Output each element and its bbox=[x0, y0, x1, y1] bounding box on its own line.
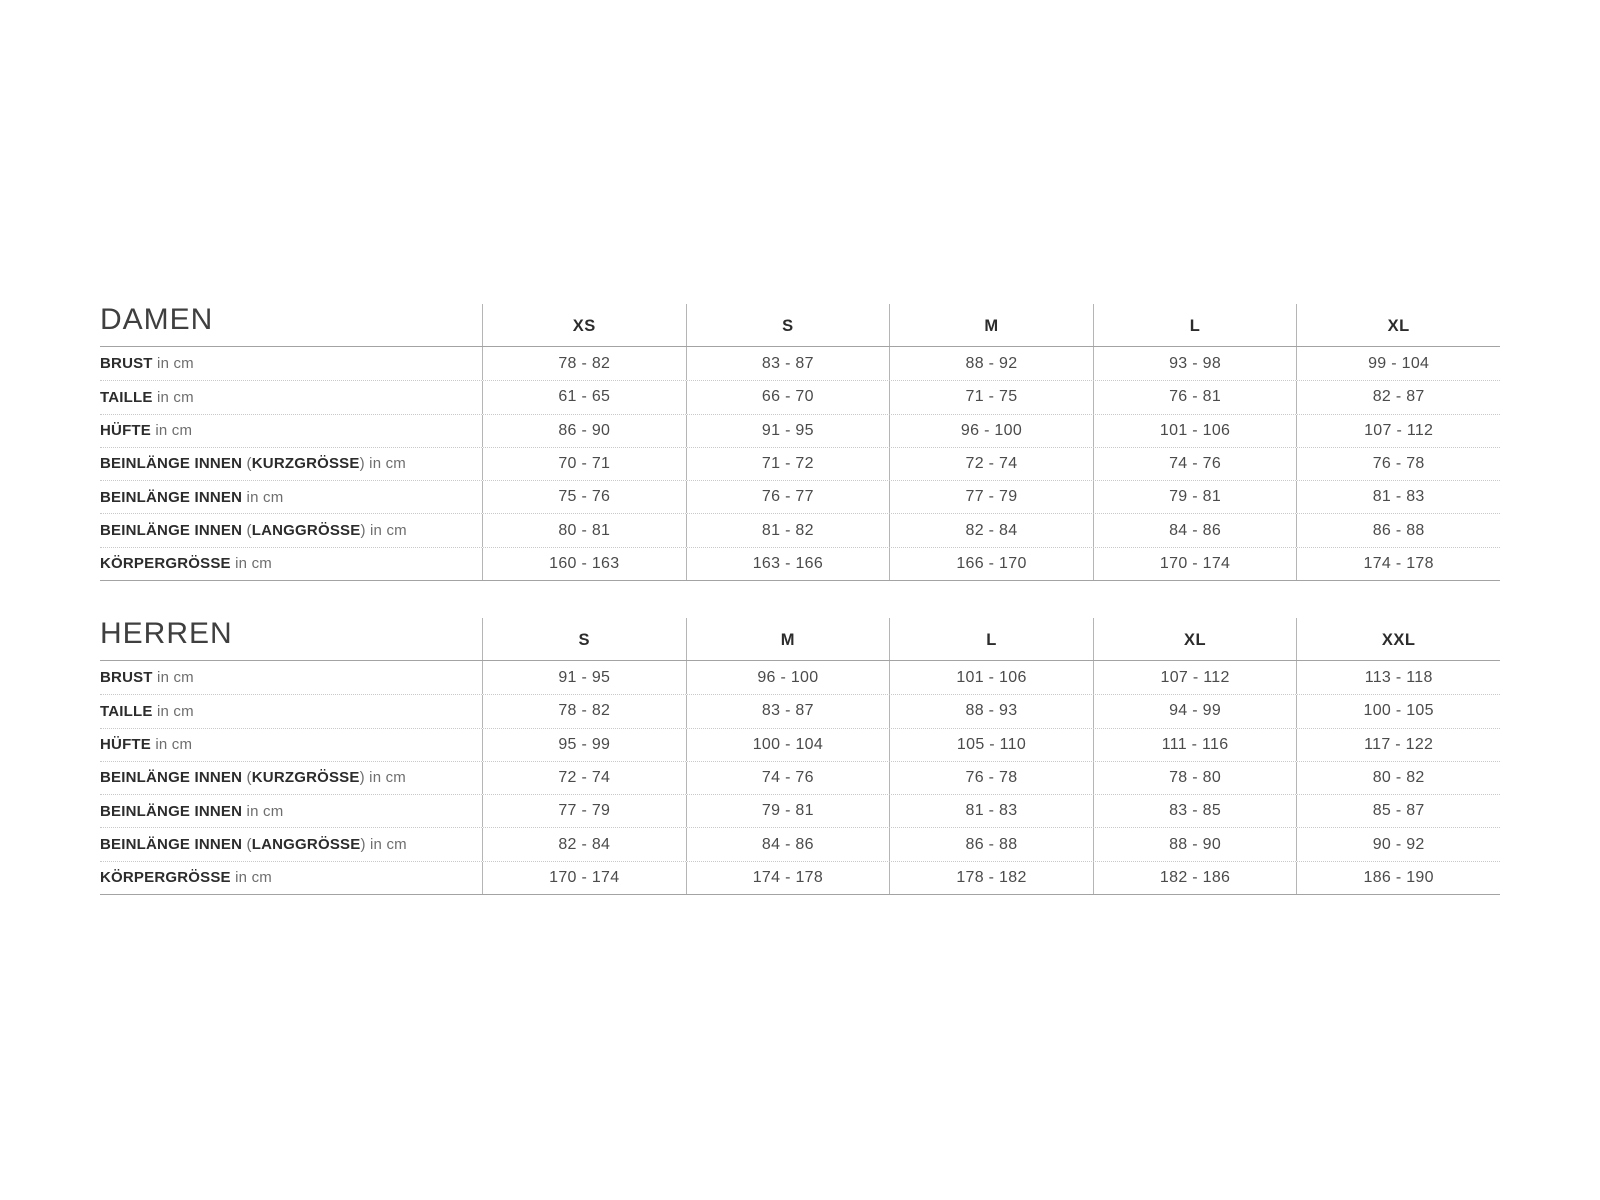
cell-value: 74 - 76 bbox=[1093, 448, 1297, 480]
row-label bbox=[100, 729, 482, 761]
row-label-segment: LANGGRÖSSE bbox=[251, 836, 361, 854]
table-row bbox=[100, 513, 1500, 546]
cell-value: 96 - 100 bbox=[889, 415, 1093, 447]
cell-value: 82 - 84 bbox=[889, 514, 1093, 546]
cell-value: 76 - 78 bbox=[1296, 448, 1500, 480]
table-row bbox=[100, 794, 1500, 827]
size-column-header: XS bbox=[482, 304, 686, 346]
row-label bbox=[100, 661, 482, 694]
cell-value: 77 - 79 bbox=[482, 795, 686, 827]
row-label-segment: BEINLÄNGE INNEN bbox=[100, 488, 243, 506]
cell-value: 76 - 81 bbox=[1093, 381, 1297, 413]
table-row bbox=[100, 661, 1500, 694]
table-header-row bbox=[100, 304, 1500, 347]
row-label-segment: in cm bbox=[152, 355, 194, 373]
row-label-segment: ) in cm bbox=[360, 522, 407, 540]
size-column-header: XL bbox=[1093, 618, 1297, 660]
cell-value: 74 - 76 bbox=[686, 762, 890, 794]
row-label-segment: BEINLÄNGE INNEN bbox=[100, 769, 247, 787]
size-column-header: L bbox=[1093, 304, 1297, 346]
row-label bbox=[100, 415, 482, 447]
row-label-segment: ( bbox=[246, 769, 252, 787]
row-label bbox=[100, 795, 482, 827]
row-label bbox=[100, 381, 482, 413]
cell-value: 95 - 99 bbox=[482, 729, 686, 761]
size-table-damen bbox=[100, 304, 1500, 581]
row-label bbox=[100, 548, 482, 580]
cell-value: 80 - 82 bbox=[1296, 762, 1500, 794]
row-label-segment: in cm bbox=[242, 488, 284, 506]
cell-value: 83 - 87 bbox=[686, 347, 890, 380]
size-column-header: L bbox=[889, 618, 1093, 660]
row-label-segment: in cm bbox=[151, 736, 193, 754]
row-label bbox=[100, 514, 482, 546]
cell-value: 182 - 186 bbox=[1093, 862, 1297, 894]
cell-value: 160 - 163 bbox=[482, 548, 686, 580]
row-label-segment: LANGGRÖSSE bbox=[251, 522, 361, 540]
row-label-segment: BEINLÄNGE INNEN bbox=[100, 455, 247, 473]
cell-value: 107 - 112 bbox=[1296, 415, 1500, 447]
row-label-segment: ( bbox=[246, 455, 252, 473]
cell-value: 81 - 83 bbox=[1296, 481, 1500, 513]
cell-value: 99 - 104 bbox=[1296, 347, 1500, 380]
cell-value: 77 - 79 bbox=[889, 481, 1093, 513]
row-label-segment: KURZGRÖSSE bbox=[251, 769, 360, 787]
cell-value: 83 - 87 bbox=[686, 695, 890, 727]
table-row bbox=[100, 347, 1500, 380]
table-row bbox=[100, 761, 1500, 794]
cell-value: 88 - 93 bbox=[889, 695, 1093, 727]
table-row bbox=[100, 547, 1500, 580]
table-row bbox=[100, 728, 1500, 761]
row-label-segment: BEINLÄNGE INNEN bbox=[100, 802, 243, 820]
row-label-segment: HÜFTE bbox=[100, 736, 151, 754]
table-title: HERREN bbox=[100, 617, 233, 650]
row-label-segment: in cm bbox=[230, 869, 272, 887]
table-title: DAMEN bbox=[100, 303, 214, 336]
cell-value: 86 - 88 bbox=[889, 828, 1093, 860]
row-label-segment: ) in cm bbox=[359, 769, 406, 787]
cell-value: 66 - 70 bbox=[686, 381, 890, 413]
cell-value: 101 - 106 bbox=[889, 661, 1093, 694]
row-label-segment: in cm bbox=[152, 702, 194, 720]
table-row bbox=[100, 827, 1500, 860]
row-label-segment: ) in cm bbox=[360, 836, 407, 854]
cell-value: 72 - 74 bbox=[482, 762, 686, 794]
row-label-segment: KÖRPERGRÖSSE bbox=[100, 555, 231, 573]
size-column-header: M bbox=[889, 304, 1093, 346]
size-column-header: S bbox=[686, 304, 890, 346]
cell-value: 170 - 174 bbox=[1093, 548, 1297, 580]
cell-value: 61 - 65 bbox=[482, 381, 686, 413]
cell-value: 174 - 178 bbox=[1296, 548, 1500, 580]
cell-value: 75 - 76 bbox=[482, 481, 686, 513]
cell-value: 81 - 83 bbox=[889, 795, 1093, 827]
cell-value: 88 - 92 bbox=[889, 347, 1093, 380]
cell-value: 90 - 92 bbox=[1296, 828, 1500, 860]
cell-value: 91 - 95 bbox=[482, 661, 686, 694]
cell-value: 78 - 82 bbox=[482, 347, 686, 380]
row-label-segment: in cm bbox=[151, 422, 193, 440]
size-column-header: XL bbox=[1296, 304, 1500, 346]
cell-value: 72 - 74 bbox=[889, 448, 1093, 480]
row-label bbox=[100, 762, 482, 794]
cell-value: 82 - 87 bbox=[1296, 381, 1500, 413]
row-label bbox=[100, 448, 482, 480]
cell-value: 88 - 90 bbox=[1093, 828, 1297, 860]
size-column-header: M bbox=[686, 618, 890, 660]
table-row bbox=[100, 480, 1500, 513]
cell-value: 71 - 75 bbox=[889, 381, 1093, 413]
row-label-segment: ( bbox=[246, 522, 252, 540]
cell-value: 166 - 170 bbox=[889, 548, 1093, 580]
size-column-header: S bbox=[482, 618, 686, 660]
cell-value: 96 - 100 bbox=[686, 661, 890, 694]
row-label bbox=[100, 347, 482, 380]
table-row bbox=[100, 861, 1500, 894]
row-label-segment: in cm bbox=[152, 388, 194, 406]
cell-value: 111 - 116 bbox=[1093, 729, 1297, 761]
row-label bbox=[100, 828, 482, 860]
row-label-segment: in cm bbox=[152, 669, 194, 687]
row-label-segment: BRUST bbox=[100, 355, 153, 373]
cell-value: 84 - 86 bbox=[1093, 514, 1297, 546]
cell-value: 79 - 81 bbox=[1093, 481, 1297, 513]
cell-value: 86 - 90 bbox=[482, 415, 686, 447]
row-label-segment: in cm bbox=[242, 802, 284, 820]
cell-value: 85 - 87 bbox=[1296, 795, 1500, 827]
cell-value: 113 - 118 bbox=[1296, 661, 1500, 694]
table-row bbox=[100, 447, 1500, 480]
table-body bbox=[100, 347, 1500, 581]
cell-value: 70 - 71 bbox=[482, 448, 686, 480]
cell-value: 78 - 82 bbox=[482, 695, 686, 727]
cell-value: 93 - 98 bbox=[1093, 347, 1297, 380]
row-label bbox=[100, 862, 482, 894]
row-label-segment: KURZGRÖSSE bbox=[251, 455, 360, 473]
cell-value: 91 - 95 bbox=[686, 415, 890, 447]
size-table-herren bbox=[100, 618, 1500, 895]
cell-value: 84 - 86 bbox=[686, 828, 890, 860]
row-label-segment: BRUST bbox=[100, 669, 153, 687]
row-label-segment: TAILLE bbox=[100, 702, 153, 720]
cell-value: 117 - 122 bbox=[1296, 729, 1500, 761]
cell-value: 81 - 82 bbox=[686, 514, 890, 546]
size-column-header: XXL bbox=[1296, 618, 1500, 660]
cell-value: 100 - 104 bbox=[686, 729, 890, 761]
cell-value: 107 - 112 bbox=[1093, 661, 1297, 694]
cell-value: 78 - 80 bbox=[1093, 762, 1297, 794]
cell-value: 105 - 110 bbox=[889, 729, 1093, 761]
cell-value: 174 - 178 bbox=[686, 862, 890, 894]
cell-value: 100 - 105 bbox=[1296, 695, 1500, 727]
cell-value: 94 - 99 bbox=[1093, 695, 1297, 727]
cell-value: 82 - 84 bbox=[482, 828, 686, 860]
cell-value: 170 - 174 bbox=[482, 862, 686, 894]
cell-value: 79 - 81 bbox=[686, 795, 890, 827]
cell-value: 178 - 182 bbox=[889, 862, 1093, 894]
table-row bbox=[100, 694, 1500, 727]
row-label-segment: KÖRPERGRÖSSE bbox=[100, 869, 231, 887]
row-label-segment: BEINLÄNGE INNEN bbox=[100, 522, 247, 540]
cell-value: 163 - 166 bbox=[686, 548, 890, 580]
row-label-segment: HÜFTE bbox=[100, 422, 151, 440]
cell-value: 83 - 85 bbox=[1093, 795, 1297, 827]
cell-value: 186 - 190 bbox=[1296, 862, 1500, 894]
table-row bbox=[100, 380, 1500, 413]
row-label-segment: BEINLÄNGE INNEN bbox=[100, 836, 247, 854]
row-label-segment: ( bbox=[246, 836, 252, 854]
row-label-segment: ) in cm bbox=[359, 455, 406, 473]
cell-value: 80 - 81 bbox=[482, 514, 686, 546]
cell-value: 86 - 88 bbox=[1296, 514, 1500, 546]
row-label bbox=[100, 481, 482, 513]
cell-value: 101 - 106 bbox=[1093, 415, 1297, 447]
table-header-row bbox=[100, 618, 1500, 661]
row-label-segment: in cm bbox=[230, 555, 272, 573]
cell-value: 71 - 72 bbox=[686, 448, 890, 480]
table-row bbox=[100, 414, 1500, 447]
cell-value: 76 - 77 bbox=[686, 481, 890, 513]
row-label-segment: TAILLE bbox=[100, 388, 153, 406]
table-body bbox=[100, 661, 1500, 895]
cell-value: 76 - 78 bbox=[889, 762, 1093, 794]
row-label bbox=[100, 695, 482, 727]
